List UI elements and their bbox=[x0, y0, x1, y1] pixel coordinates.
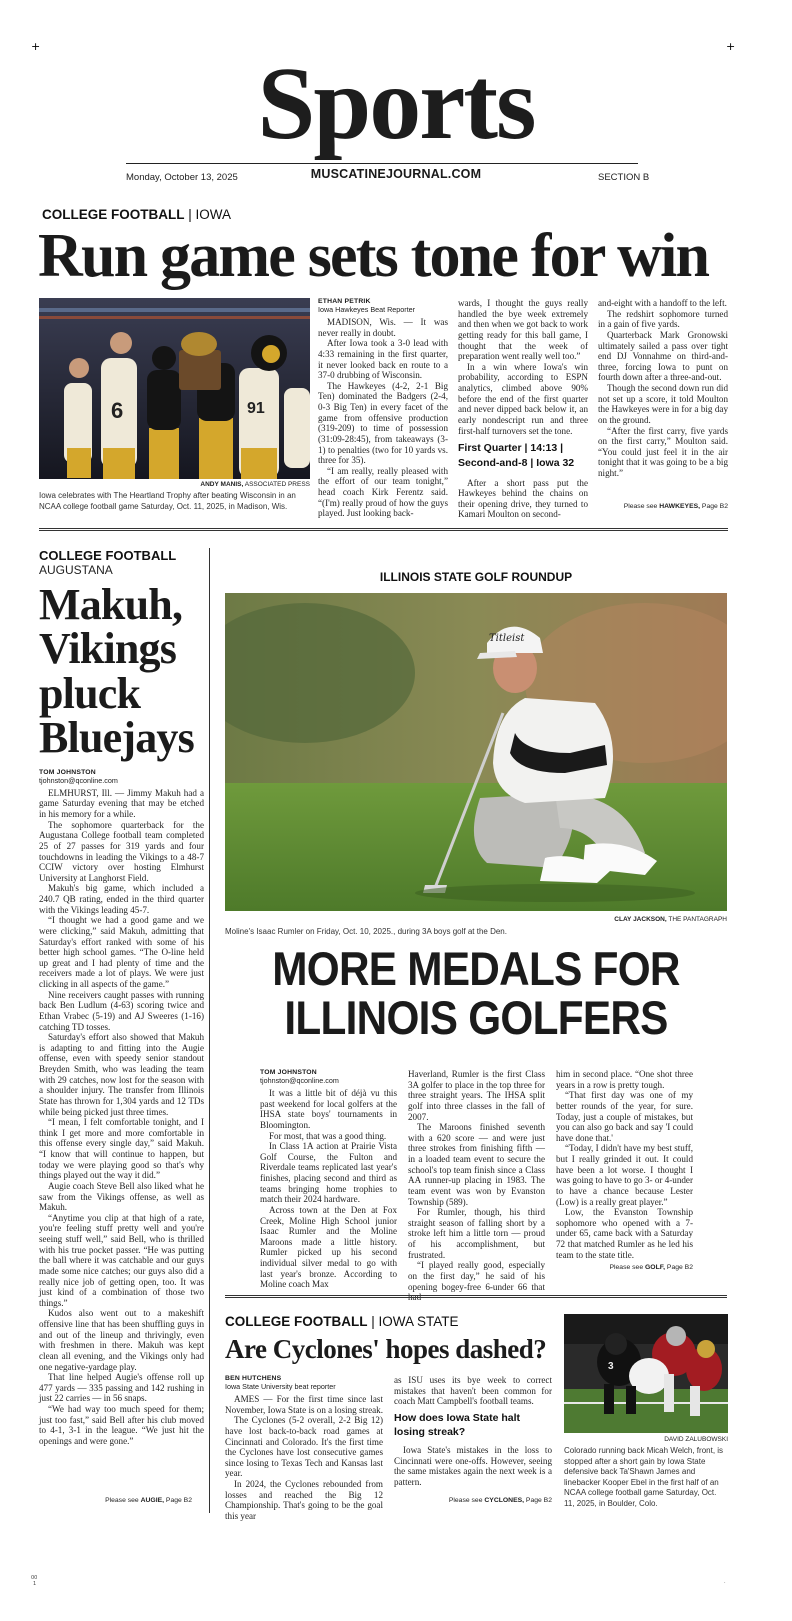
registration-mark: + bbox=[31, 40, 41, 53]
cyclones-byline-name: BEN HUTCHENS bbox=[225, 1375, 282, 1382]
registration-dot: . bbox=[724, 1579, 726, 1585]
cyclones-caption: Colorado running back Micah Welch, front, is stopped after a short gain by Iowa State defensive back Ta'Shawn James and linebacker Kooper Ebel in the first half of an NCAA college football game Saturday, Oct. 11, 2025, in Boulder, Colo. bbox=[564, 1446, 724, 1508]
golf-column-1 bbox=[260, 1069, 397, 1290]
svg-text:Titleist: Titleist bbox=[489, 633, 525, 644]
lead-column-3 bbox=[598, 298, 728, 479]
lead-subhead: First Quarter | 14:13 | Second-and-8 | Iowa 32 bbox=[458, 442, 575, 470]
lead-paragraph: The redshirt sophomore turned in a gain of five yards. bbox=[598, 308, 728, 330]
augie-paragraph: Augie coach Steve Bell also liked what he saw from the Vikings offense, as well as Makuh. bbox=[39, 1180, 204, 1213]
golf-jump[interactable]: Please see GOLF, Page B2 bbox=[609, 1264, 693, 1271]
cyclones-subhead: How does Iowa State halt losing streak? bbox=[394, 1411, 521, 1438]
cyclones-photo bbox=[564, 1314, 728, 1433]
cyclones-kicker: COLLEGE FOOTBALL | IOWA STATE bbox=[225, 1314, 459, 1329]
golf-column-3 bbox=[556, 1069, 693, 1260]
svg-text:3: 3 bbox=[608, 1361, 614, 1372]
golf-photo-credit: CLAY JACKSON, THE PANTAGRAPH bbox=[614, 916, 727, 923]
lead-photo bbox=[39, 298, 310, 479]
golf-kicker: ILLINOIS STATE GOLF ROUNDUP bbox=[379, 570, 573, 584]
golf-headline: MORE MEDALS FOR ILLINOIS GOLFERS bbox=[272, 942, 680, 1045]
masthead-date: Monday, October 13, 2025 bbox=[126, 172, 238, 183]
svg-text:91: 91 bbox=[247, 400, 265, 417]
lead-paragraph: “I am really, really pleased with the effort of our team tonight,” head coach Kirk Ferentz said. “(I'm) really proud of how the guys played. Just looking back- bbox=[318, 465, 448, 519]
svg-text:6: 6 bbox=[111, 398, 124, 423]
augie-paragraph: The sophomore quarterback for the Augustana College football team completed 25 of 27 passes for 319 yards and four touchdowns in leading the Vikings to a 48-7 CCIW victory over hosting Elmhurst University at Langhorst Field. bbox=[39, 819, 204, 883]
golf-paragraph: It was a little bit of déjà vu this past weekend for local golfers at the IHSA state boys' tournaments in Bloomington. bbox=[260, 1088, 397, 1130]
cyclones-jump[interactable]: Please see CYCLONES, Page B2 bbox=[448, 1497, 552, 1504]
masthead-site: MUSCATINEJOURNAL.COM bbox=[310, 167, 482, 181]
lead-paragraph: The Hawkeyes (4-2, 2-1 Big Ten) dominated the Badgers (2-4, 0-3 Big Ten) in every facet of the game from offensive production (319-209) to time of possession (31:09-28:45), from takeaways (3-1) to penalties (two for 10 yards vs. three for 35). bbox=[318, 380, 448, 466]
augie-paragraph: Kudos also went out to a makeshift offensive line that has been shuffling guys in and out of the lineup and thrivingly, even with freshmen in there. Makuh was kept clean all evening, and the Vikings only had one negative-yardage play. bbox=[39, 1308, 204, 1372]
lead-byline-role: Iowa Hawkeyes Beat Reporter bbox=[318, 305, 416, 314]
augie-paragraph: “Anytime you clip at that high of a rate, you're feeling stuff pretty well and you're seeing stuff well,” said Bell, who is thrilled with his true pocket passer. “He was putting the ball where it was catchable and our guys made some nice catches; our guys also did a really nice job of getting open, too. It was just kind of a combination of those two things.” bbox=[39, 1212, 204, 1308]
golf-paragraph: “I played really good, especially on the first day,” he said of his opening bogey-free 6-under 66 that had bbox=[408, 1260, 545, 1303]
lead-paragraph: Though the second down run did not set up a score, it told Moulton the Hawkeyes were in for a big day on the ground. bbox=[598, 383, 728, 425]
lead-paragraph: In a win where Iowa's win probability, according to ESPN analytics, climbed above 90% before the end of the first quarter and never dipped back below it, an early nondescript run and three first-half turnovers set the tone. bbox=[458, 361, 588, 436]
cyclones-paragraph: The Cyclones (5-2 overall, 2-2 Big 12) have lost back-to-back road games at Cincinnati and Colorado. It's the first time the Cyclones have lost consecutive games since losing to Texas Tech and Kansas last year. bbox=[225, 1415, 383, 1479]
augie-paragraph: “I mean, I felt comfortable tonight, and I think I get more and more comfortable in this offense every single day,” said Makuh. “I know that will continue to happen, but today we were playing good so that's why things played out the way it did.” bbox=[39, 1117, 204, 1181]
augie-headline: Makuh, Vikings pluck Bluejays bbox=[39, 580, 194, 763]
golf-paragraph: Haverland, Rumler is the first Class 3A golfer to place in the top three for three straight years. The IHSA split golf into three classes in the fall of 2007. bbox=[408, 1069, 545, 1122]
augie-paragraph: Makuh's big game, which included a 240.7 QB rating, ended in the third quarter with the Vikings leading 45-7. bbox=[39, 883, 204, 915]
masthead-title: Sports bbox=[257, 46, 535, 161]
augie-subkicker: AUGUSTANA bbox=[39, 563, 113, 577]
golf-byline-email[interactable]: tjohnston@qconline.com bbox=[260, 1076, 339, 1085]
lead-headline: Run game sets tone for win bbox=[38, 222, 709, 290]
lead-byline-name: ETHAN PETRIK bbox=[318, 298, 371, 305]
lead-jump[interactable]: Please see HAWKEYES, Page B2 bbox=[623, 503, 728, 510]
augie-paragraph: “I thought we had a good game and we were clicking,” said Makuh, admitting that Saturday's effort ranked with some of his better high school games. “The O-line held up great and I had plenty of time and the receivers made a lot of plays. We were just clicking in all aspects of the game.” bbox=[39, 915, 204, 989]
augie-paragraph: ELMHURST, Ill. — Jimmy Makuh had a game Saturday evening that may be etched in his memory for a while. bbox=[39, 787, 204, 819]
column-divider bbox=[209, 548, 210, 1513]
golf-caption: Moline's Isaac Rumler on Friday, Oct. 10, 2025., during 3A boys golf at the Den. bbox=[225, 927, 507, 936]
golf-paragraph: “That first day was one of my better rounds of the year, for sure. Today, just a couple of mistakes, but you can also go back and say 'I could have done that.' bbox=[556, 1090, 693, 1143]
masthead-rule bbox=[126, 163, 638, 164]
section-divider bbox=[39, 528, 728, 531]
cyclones-column-1 bbox=[225, 1375, 383, 1522]
golf-paragraph: For most, that was a good thing. bbox=[269, 1130, 387, 1141]
golf-byline-name: TOM JOHNSTON bbox=[260, 1069, 317, 1076]
augie-paragraph: Nine receivers caught passes with running back Ben Ludlum (4-63) scoring twice and Ethan Vrabec (5-19) and AJ Sweeres (1-16) catching TD tosses. bbox=[39, 989, 204, 1032]
cyclones-paragraph: Iowa State's mistakes in the loss to Cincinnati were one-offs. However, seeing the same mistakes again the next week is a pattern. bbox=[394, 1445, 552, 1488]
cyclones-photo-credit: DAVID ZALUBOWSKI bbox=[664, 1436, 728, 1443]
section-divider bbox=[225, 1295, 727, 1298]
cyclones-headline: Are Cyclones' hopes dashed? bbox=[225, 1334, 547, 1364]
golf-paragraph: Low, the Evanston Township sophomore who opened with a 7-under 65, came back with a Saturday 72 that matched Rumler as he led his team to the state title. bbox=[556, 1207, 693, 1260]
lead-paragraph: wards, I thought the guys really handled the bye week extremely and then when we got back to work getting ready for this ball game, I thought that the week of preparation went really well too.” bbox=[458, 298, 588, 362]
lead-paragraph: After a short pass put the Hawkeyes behind the chains on their opening drive, they turned to Kamari Moulton on second- bbox=[458, 477, 588, 520]
augie-paragraph: Saturday's effort also showed that Makuh is adapting to and fitting into the Augie offense, even with speedy senior standout Breyden Smith, who was leading the team with 29 catches, now lost for the season with a shoulder injury. The transfer from Illinois State has thrown for 1,304 yards and 12 TDs while being picked just three times. bbox=[39, 1032, 204, 1117]
augie-paragraph: That line helped Augie's offense roll up 477 yards — 335 passing and 142 rushing in just 22 carries — in 56 snaps. bbox=[39, 1372, 204, 1404]
lead-column-1 bbox=[318, 298, 448, 519]
golf-paragraph: The Maroons finished seventh with a 620 score — and were just three strokes from finishing fifth — in a loaded team event to secure the school's top team finish since a Class AA runner-up placing in 1983. The team event was won by Evanston Township (589). bbox=[408, 1122, 545, 1207]
golf-paragraph: In Class 1A action at Prairie Vista Golf Course, the Fulton and Riverdale teams replicated last year's finishes, placing second and third as teams bringing home trophies to match their 2024 hardware. bbox=[260, 1141, 397, 1205]
page-code: 00 1 bbox=[31, 1575, 38, 1587]
cyclones-byline-role: Iowa State University beat reporter bbox=[225, 1382, 336, 1391]
cyclones-paragraph: AMES — For the first time since last November, Iowa State is on a losing streak. bbox=[225, 1394, 383, 1415]
golf-paragraph: For Rumler, though, his third straight season of falling short by a stroke left him a little torn — proud of his accomplishment, but frustrated. bbox=[408, 1207, 545, 1260]
augie-jump[interactable]: Please see AUGIE, Page B2 bbox=[105, 1497, 192, 1504]
augie-byline-email[interactable]: tjohnston@qconline.com bbox=[39, 775, 118, 785]
augie-byline-name: TOM JOHNSTON bbox=[39, 768, 96, 776]
lead-column-2 bbox=[458, 298, 588, 520]
registration-mark: + bbox=[726, 40, 736, 53]
augie-story bbox=[39, 548, 204, 1447]
golf-column-2 bbox=[408, 1069, 545, 1303]
golf-paragraph: “Today, I didn't have my best stuff, but I really grinded it out. It could have been a lot worse. I thought I was going to have to go 3- or 4-under to have a chance because Lester (Low) is a really great player.” bbox=[556, 1143, 693, 1207]
cyclones-paragraph: In 2024, the Cyclones rebounded from losses and reached the Big 12 Championship. That's going to be the goal this year bbox=[225, 1479, 383, 1521]
lead-paragraph: After Iowa took a 3-0 lead with 4:33 remaining in the first quarter, it never looked back en route to a 37-0 drubbing of Wisconsin. bbox=[318, 338, 448, 381]
lead-paragraph: and-eight with a handoff to the left. bbox=[598, 298, 727, 308]
lead-paragraph: “After the first carry, five yards on the first carry,” Moulton said. “You could just feel it in the air tonight that it was going to be a big night.” bbox=[598, 425, 728, 478]
augie-paragraph: “We had way too much speed for them; just too fast,” said Bell after his club moved to 4-1, 3-1 in the league. “We just hit the openings and were gone.” bbox=[39, 1404, 204, 1446]
cyclones-paragraph: as ISU uses its bye week to correct mistakes that haven't been common for coach Matt Campbell's football teams. bbox=[394, 1375, 552, 1407]
lead-kicker: COLLEGE FOOTBALL | IOWA bbox=[42, 207, 232, 222]
lead-paragraph: MADISON, Wis. — It was never really in doubt. bbox=[318, 317, 448, 338]
golf-paragraph: him in second place. “One shot three years in a row is pretty tough. bbox=[556, 1069, 693, 1090]
lead-photo-credit: ANDY MANIS, ASSOCIATED PRESS bbox=[200, 481, 310, 488]
augie-kicker: COLLEGE FOOTBALL bbox=[39, 548, 177, 563]
lead-paragraph: Quarterback Mark Gronowski ultimately sailed a pass over tight end DJ Vonnahme on third-and-three, forcing Iowa to punt on fourth down after a three-and-out. bbox=[598, 329, 728, 383]
cyclones-column-2 bbox=[394, 1375, 552, 1488]
golf-paragraph: Across town at the Den at Fox Creek, Moline High School junior Isaac Rumler and the Moline Maroons made a little history. Rumler picked up his second individual silver medal to go with last year's bronze. According to Moline coach Max bbox=[260, 1204, 397, 1290]
lead-caption: Iowa celebrates with The Heartland Trophy after beating Wisconsin in an NCAA college football game Saturday, Oct. 11, 2025, in Madison, Wis. bbox=[39, 491, 296, 511]
masthead-section: SECTION B bbox=[598, 172, 650, 183]
golf-photo bbox=[225, 593, 727, 911]
